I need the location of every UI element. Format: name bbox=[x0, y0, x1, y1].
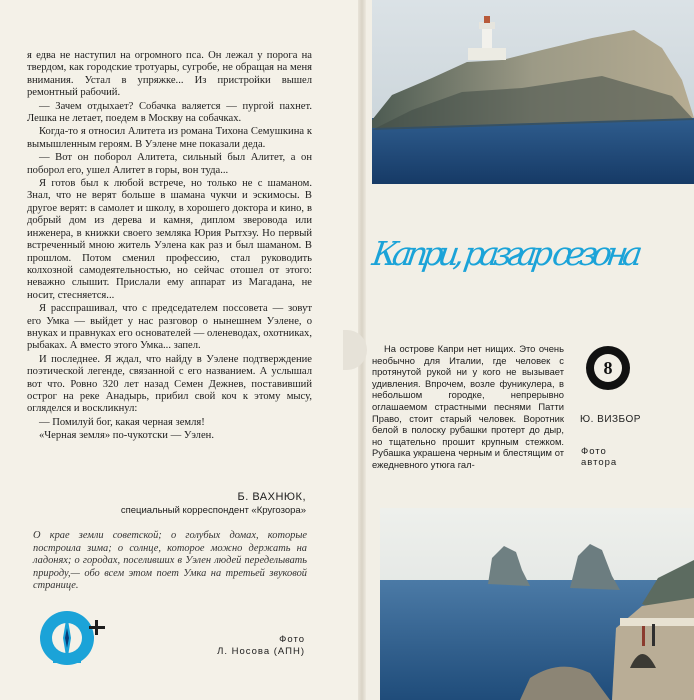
lighthouse-cliff-photo bbox=[372, 0, 694, 184]
left-photo-credit bbox=[175, 634, 305, 658]
capri-headline bbox=[368, 215, 658, 285]
photo-credit-label: Фото bbox=[581, 446, 607, 457]
capri-article-body bbox=[372, 343, 564, 471]
headline-text: Капри, разгар сезона bbox=[369, 234, 646, 273]
author-name: Б. ВАХНЮК, bbox=[237, 491, 306, 503]
article-paragraph: — Вот он поборол Алитета, сильный был Алитет, а он поборол его, ушел Алитет в горы, вон туда... bbox=[27, 152, 312, 176]
compass-airplane-emblem-icon bbox=[35, 600, 107, 672]
capri-photo-credit bbox=[581, 446, 617, 468]
article-body bbox=[27, 50, 312, 444]
photo-credit-label: Фото bbox=[279, 634, 305, 645]
author-signature bbox=[120, 491, 306, 516]
capri-paragraph: На острове Капри нет нищих. Это очень необычно для Италии, где человек с протянутой рукой ни у кого не вызывает удивления. Впрочем, возле фуникулера, в небольшом городке, непрерывно оглашаемом страстными песнями Патти Право, стоит старый человек. Воротник белой в полоску рубашки протерт до дыр, но тщательно прошит крупным стежком. Рубашка украшена черным и блестящим от ежедневного утюга гал- bbox=[372, 343, 564, 470]
photo-credit-name: Л. Носова (АПН) bbox=[217, 646, 305, 657]
article-paragraph: — Зачем отдыхает? Собачка валяется — пургой пахнет. Лешка не летает, поедем в Москву на собачках. bbox=[27, 100, 312, 125]
author-role: специальный корреспондент «Кругозора» bbox=[120, 505, 306, 516]
sound-page-intro: О крае земли советской; о голубых домах, которые построила зима; о солнце, которое можно держать на ладонях; о городах, поселивших в Уэлен людей переделывать природу,— обо всем этом поет Умка на третьей звуковой странице. bbox=[33, 530, 307, 592]
record-disc-icon bbox=[586, 346, 630, 390]
article-paragraph: Я готов был к любой встрече, но только не с шаманом. Знал, что не верят больше в шамана чукчи и эскимосы. В другое верят: в самолет и школу, в хорошего доктора и кино, в добрый дом из дерева и камня, диплом зверовода или инженера, в книжки своего земляка Юрия Рытхэу. Но первый встреченный мною житель Уэлена как раз и был шаманом. В прошлом. Потом сменил профессию, стал руководить колхозной самодеятельностью, но сейчас отошел от этого: неважно слышит. Прислали ему аппарат из Магадана, не носит, стесняется... bbox=[27, 178, 312, 301]
capri-author: Ю. ВИЗБОР bbox=[580, 414, 641, 425]
faraglioni-sea-photo bbox=[380, 508, 694, 700]
article-paragraph: — Помилуй бог, какая черная земля! bbox=[39, 416, 205, 428]
disc-number: 8 bbox=[594, 354, 622, 382]
article-paragraph: Я расспрашивал, что с председателем поссовета — зовут его Умка — выйдет у нас разговор о нынешнем Уэлене, о внуках и правнуках его основателей — оленеводах, охотниках, рыбаках. А вместо этого Умка... запел. bbox=[27, 303, 312, 352]
article-paragraph: Когда-то я относил Алитета из романа Тихона Семушкина к вымышленным героям. В Уэлене мне показали деда. bbox=[27, 126, 312, 150]
photo-credit-name: автора bbox=[581, 457, 618, 468]
article-paragraph: И последнее. Я ждал, что найду в Уэлене подтверждение поэтической легенде, связанной с его названием. А услышал вот что. Ровно 320 лет назад Семен Дежнев, поставивший острог на реке Анадырь, прибил свой коч к этому мысу, огляделся и воскликнул: bbox=[27, 353, 312, 415]
article-paragraph: я едва не наступил на огромного пса. Он лежал у порога на твердом, как городские тротуары, сугробе, не обращая на меня внимания. Устал в упряжке... Из пристройки вышел ремонтный рабочий. bbox=[27, 50, 312, 99]
article-paragraph: «Черная земля» по-чукотски — Уэлен. bbox=[39, 430, 214, 442]
